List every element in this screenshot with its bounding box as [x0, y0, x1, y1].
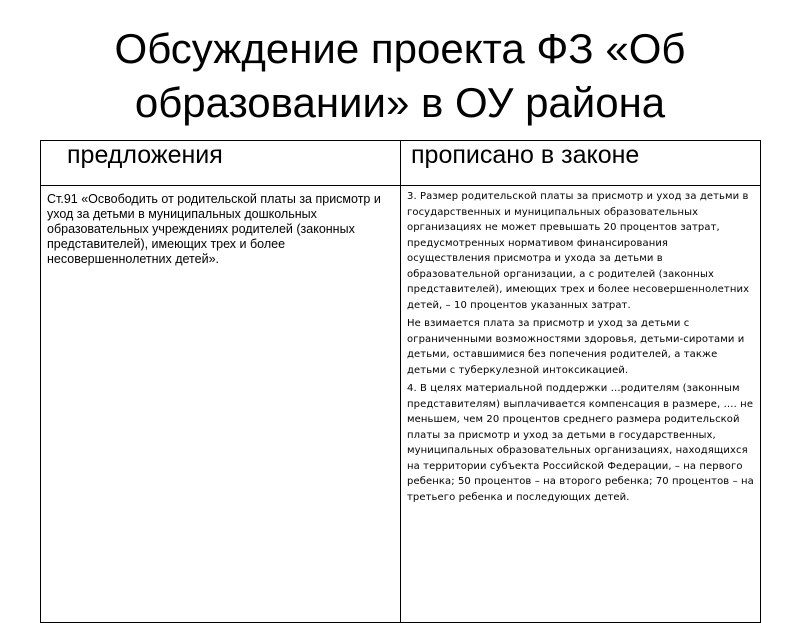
law-paragraph-4: 4. В целях материальной поддержки …родителям (законным представителям) выплачивается компенсация в размере, …. не меньшем, чем 20 процентов среднего размера родительской платы за присмотр и уход за детьми в государственных, муниципальных образовательных организациях, находящихся на территории субъекта Российской Федерации, – на первого ребенка; 50 процентов – на второго ребенка; 70 процентов – на третьего ребенка и последующих детей. [407, 383, 754, 503]
proposal-cell: Ст.91 «Освободить от родительской платы за присмотр и уход за детьми в муниципальных дошкольных образовательных учреждениях родителей (законных представителей), имеющих трех и более несовершеннолетних детей». [41, 186, 401, 623]
slide-title-line-1: Обсуждение проекта ФЗ «Об [114, 25, 686, 72]
header-proposals: предложения [41, 141, 401, 186]
slide-title [0, 22, 800, 130]
table-row [41, 186, 761, 623]
law-paragraph-exemption: Не взимается плата за присмотр и уход за детьми с ограниченными возможностями здоровья, детьми-сиротами и детьми, оставшимися без попечения родителей, а также детьми с туберкулезной интоксикацией. [407, 318, 745, 376]
comparison-table [40, 140, 761, 623]
header-in-law: прописано в законе [401, 141, 761, 186]
law-cell [401, 186, 761, 623]
slide-title-line-2: образовании» в ОУ района [134, 79, 666, 126]
law-paragraph-3: 3. Размер родительской платы за присмотр и уход за детьми в государственных и муниципальных образовательных организациях не может превышать 20 процентов затрат, предусмотренных нормативом финансирования осуществления присмотра и ухода за детьми в образовательной организации, а с родителей (законных представителей), имеющих трех и более несовершеннолетних детей, – 10 процентов указанных затрат. [407, 191, 750, 311]
table-header-row [41, 141, 761, 186]
comparison-table-container [40, 140, 760, 610]
